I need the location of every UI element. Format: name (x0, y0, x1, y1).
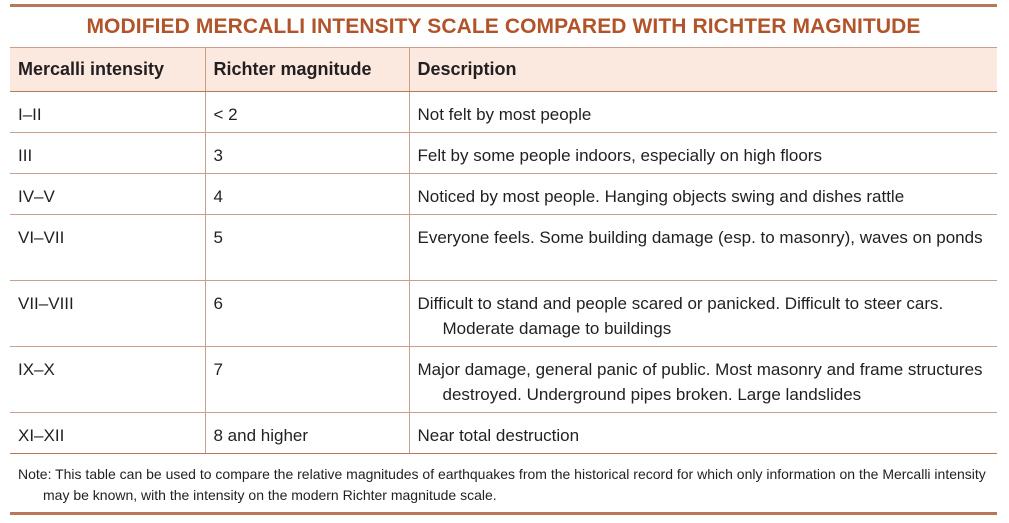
description-cell: Major damage, general panic of public. Most masonry and frame structures destroyed. Underground pipes broken. Large landslides (409, 346, 997, 412)
mercalli-cell: III (10, 132, 205, 173)
table-row (10, 91, 997, 132)
mercalli-cell: IV–V (10, 173, 205, 214)
mercalli-cell: VII–VIII (10, 280, 205, 346)
column-header-mercalli: Mercalli intensity (10, 48, 205, 91)
richter-cell: 8 and higher (205, 412, 409, 453)
table-title: MODIFIED MERCALLI INTENSITY SCALE COMPARED WITH RICHTER MAGNITUDE (86, 15, 921, 38)
description-cell: Everyone feels. Some building damage (esp. to masonry), waves on ponds (409, 214, 997, 280)
description-cell: Near total destruction (409, 412, 997, 453)
richter-cell: < 2 (205, 91, 409, 132)
table-row (10, 412, 997, 453)
description-cell: Difficult to stand and people scared or panicked. Difficult to steer cars. Moderate damage to buildings (409, 280, 997, 346)
mercalli-cell: XI–XII (10, 412, 205, 453)
mercalli-cell: VI–VII (10, 214, 205, 280)
richter-cell: 4 (205, 173, 409, 214)
table-row (10, 346, 997, 412)
header-row (10, 48, 997, 91)
table-row (10, 214, 997, 280)
column-header-description: Description (409, 48, 997, 91)
richter-cell: 5 (205, 214, 409, 280)
richter-cell: 7 (205, 346, 409, 412)
mercalli-cell: I–II (10, 91, 205, 132)
table-note: Note: This table can be used to compare the relative magnitudes of earthquakes from the historical record for which only information on the Mercalli intensity may be known, with the intensity on the modern Richter magnitude scale. (18, 465, 986, 503)
description-cell: Not felt by most people (409, 91, 997, 132)
bottom-rule (10, 512, 997, 515)
description-cell: Noticed by most people. Hanging objects swing and dishes rattle (409, 173, 997, 214)
table-row (10, 280, 997, 346)
description-cell: Felt by some people indoors, especially on high floors (409, 132, 997, 173)
table-row (10, 173, 997, 214)
mercalli-table (10, 48, 997, 454)
richter-cell: 3 (205, 132, 409, 173)
table-row (10, 132, 997, 173)
mercalli-cell: IX–X (10, 346, 205, 412)
column-header-richter: Richter magnitude (205, 48, 409, 91)
mercalli-richter-table-figure (10, 4, 997, 515)
richter-cell: 6 (205, 280, 409, 346)
